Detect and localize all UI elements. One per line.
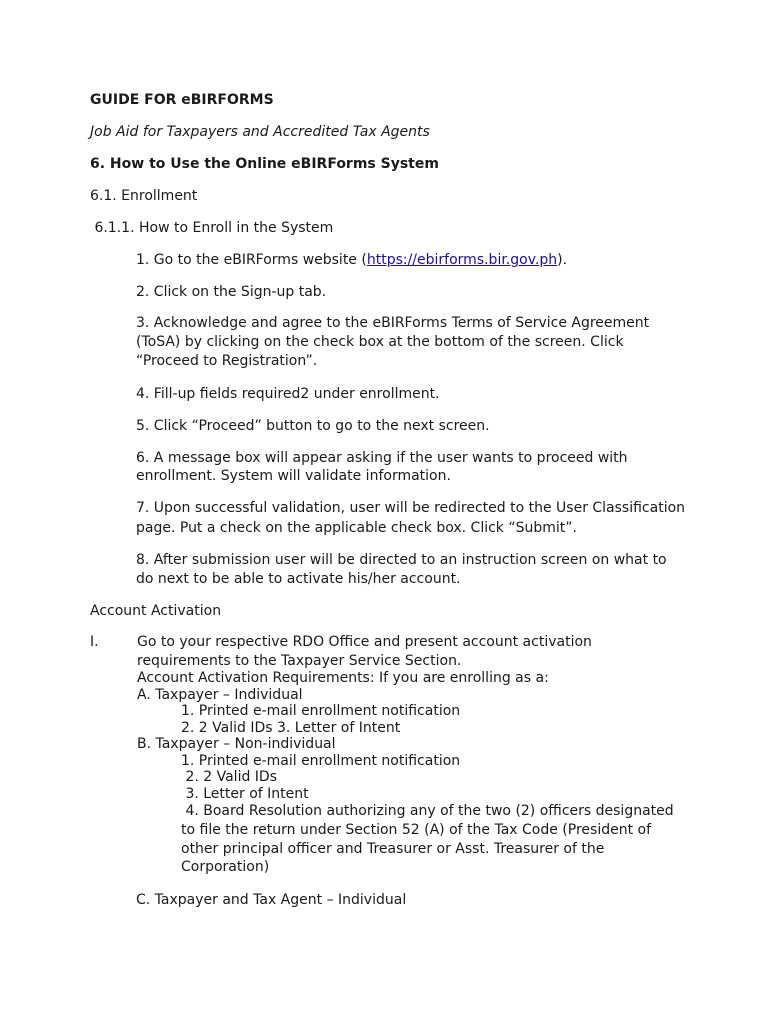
activation-line-1: Go to your respective RDO Office and present account activation — [137, 634, 592, 650]
doc-title: GUIDE FOR eBIRFORMS — [90, 92, 274, 108]
roman-numeral: I. — [90, 634, 99, 650]
activation-line-2: requirements to the Taxpayer Service Section. — [137, 653, 462, 669]
step-7-line-2: page. Put a check on the applicable check box. Click “Submit”. — [136, 520, 577, 536]
step-3-line-2: (ToSA) by clicking on the check box at the bottom of the screen. Click — [136, 334, 624, 350]
step-5: 5. Click “Proceed” button to go to the next screen. — [136, 418, 490, 434]
nonindividual-req-4-line-3: other principal officer and Treasurer or Asst. Treasurer of the — [181, 841, 605, 857]
step-8-line-2: do next to be able to activate his/her account. — [136, 571, 461, 587]
step-8-line-1: 8. After submission user will be directed to an instruction screen on what to — [136, 552, 667, 568]
taxpayer-agent-heading: C. Taxpayer and Tax Agent – Individual — [136, 892, 407, 908]
taxpayer-individual-heading: A. Taxpayer – Individual — [137, 687, 303, 703]
doc-subtitle: Job Aid for Taxpayers and Accredited Tax Agents — [90, 124, 430, 140]
nonindividual-req-4-line-2: to file the return under Section 52 (A) of the Tax Code (President of — [181, 822, 652, 838]
taxpayer-nonindividual-heading: B. Taxpayer – Non-individual — [137, 736, 336, 752]
subsubsection-heading: 6.1.1. How to Enroll in the System — [90, 220, 334, 236]
nonindividual-req-3: 3. Letter of Intent — [181, 786, 309, 802]
activation-line-3: Account Activation Requirements: If you are enrolling as a: — [137, 670, 549, 686]
individual-req-2: 2. 2 Valid IDs 3. Letter of Intent — [181, 720, 401, 736]
step-2: 2. Click on the Sign-up tab. — [136, 284, 327, 300]
individual-req-1: 1. Printed e-mail enrollment notification — [181, 703, 461, 719]
step-1 — [136, 251, 567, 270]
nonindividual-req-4-line-1: 4. Board Resolution authorizing any of the two (2) officers designated — [181, 803, 674, 819]
nonindividual-req-4-line-4: Corporation) — [181, 859, 270, 875]
step-1-tail: ). — [557, 252, 568, 268]
step-6-line-1: 6. A message box will appear asking if the user wants to proceed with — [136, 450, 628, 466]
step-3-line-1: 3. Acknowledge and agree to the eBIRForms Terms of Service Agreement — [136, 315, 650, 331]
nonindividual-req-2: 2. 2 Valid IDs — [181, 769, 278, 785]
step-4: 4. Fill-up fields required2 under enrollment. — [136, 386, 440, 402]
section-heading: 6. How to Use the Online eBIRForms System — [90, 156, 439, 172]
subsection-heading: 6.1. Enrollment — [90, 188, 198, 204]
nonindividual-req-1: 1. Printed e-mail enrollment notification — [181, 753, 461, 769]
step-1-text: 1. Go to the eBIRForms website ( — [136, 252, 367, 268]
ebirforms-link[interactable]: https://ebirforms.bir.gov.ph — [366, 252, 558, 268]
step-7-line-1: 7. Upon successful validation, user will be redirected to the User Classification — [136, 500, 686, 516]
step-6-line-2: enrollment. System will validate information. — [136, 468, 451, 484]
account-activation-heading: Account Activation — [90, 603, 222, 619]
step-3-line-3: “Proceed to Registration”. — [136, 353, 318, 369]
